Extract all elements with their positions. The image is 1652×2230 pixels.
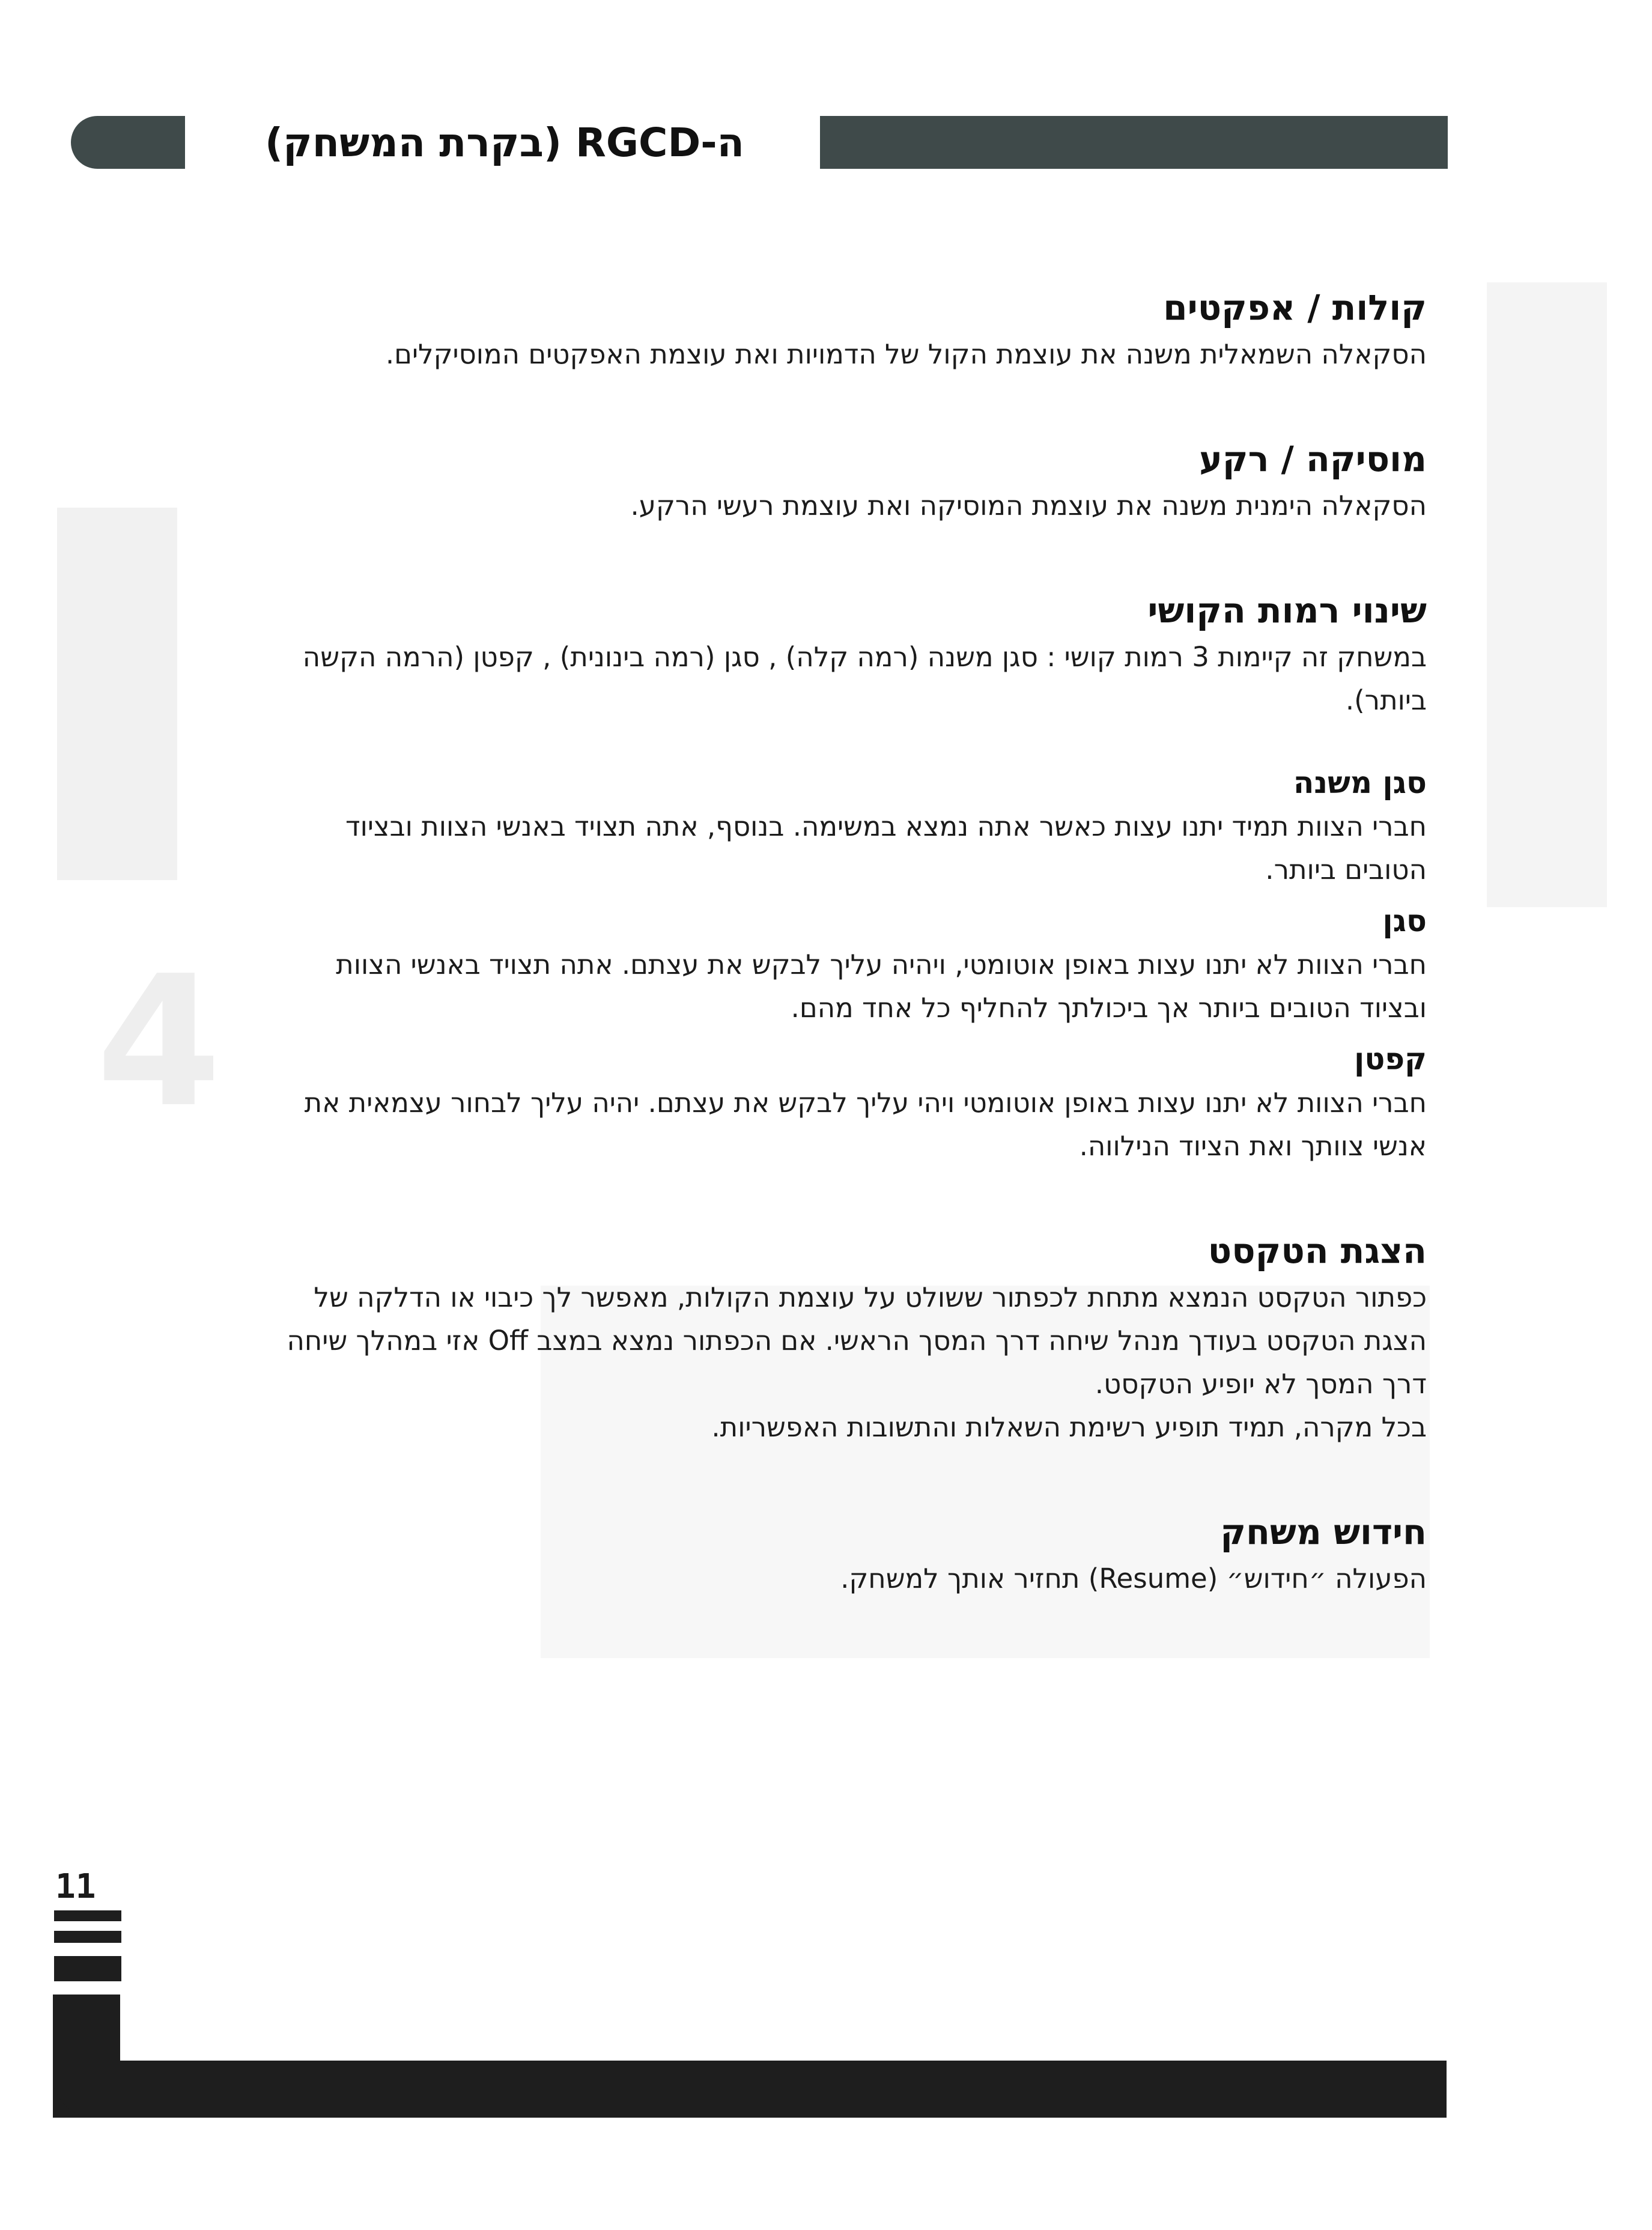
- subsection-heading: סגן: [1382, 904, 1427, 938]
- subsection-heading: סגן משנה: [1293, 765, 1427, 800]
- bleed-through-block-right: [1487, 282, 1607, 907]
- subsection-heading: קפטן: [1354, 1042, 1427, 1077]
- section-heading: מוסיקה / רקע: [1199, 439, 1427, 479]
- section-body: חברי הצוות לא יתנו עצות באופן אוטומטי, ויהיה עליך לבקש את עצתם. אתה תצויד באנשי הצוות ובציוד הטובים ביותר אך ביכולתך להחליף כל אחד מהם.: [336, 949, 1427, 1024]
- section-body: חברי הצוות תמיד יתנו עצות כאשר אתה נמצא במשימה. בנוסף, אתה תצויד באנשי הצוות ובציוד הטובים ביותר.: [345, 810, 1427, 886]
- section-body: הסקאלה השמאלית משנה את עוצמת הקול של הדמויות ואת עוצמת האפקטים המוסיקלים.: [385, 338, 1427, 370]
- section-body: חברי הצוות לא יתנו עצות באופן אוטומטי ויהי עליך לבקש את עצתם. יהיה עליך לבחור עצמאית את אנשי צוותך ואת הציוד הנילווה.: [304, 1087, 1427, 1162]
- section-voices-effects: [282, 282, 1427, 376]
- section-difficulty-levels: [282, 585, 1427, 722]
- header-bar-left: [71, 116, 185, 169]
- section-heading: קולות / אפקטים: [1163, 287, 1427, 328]
- header-bar-right: [820, 116, 1448, 169]
- section-text-display: [282, 1226, 1427, 1449]
- page-number: 11: [55, 1867, 96, 1906]
- section-body: כפתור הטקסט הנמצא מתחת לכפתור ששולט על עוצמת הקולות, מאפשר לך כיבוי או הדלקה של הצגת הטקסט בעודך מנהל שיחה דרך המסך הראשי. אם הכפתור נמצא במצב Off אזי במהלך שיחה דרך המסך לא יופיע הטקסט.: [287, 1281, 1427, 1400]
- section-heading: שינוי רמות הקושי: [1147, 590, 1427, 631]
- section-music-background: [282, 434, 1427, 527]
- section-sub-lieutenant: [282, 761, 1427, 892]
- section-body: הפעולה ״חידוש״ (Resume) תחזיר אותך למשחק.: [840, 1563, 1427, 1594]
- section-captain: [282, 1037, 1427, 1168]
- footer-stripe: [54, 1931, 121, 1943]
- bleed-through-digit: 4: [96, 937, 222, 1147]
- section-body: הסקאלה הימנית משנה את עוצמת המוסיקה ואת עוצמת רעשי הרקע.: [630, 490, 1427, 521]
- section-lieutenant: [282, 899, 1427, 1030]
- footer-bracket-horizontal: [53, 2061, 1447, 2118]
- section-body: במשחק זה קיימות 3 רמות קושי : סגן משנה (רמה קלה) , סגן (רמה בינונית) , קפטן (הרמה הקשה ביותר).: [302, 641, 1427, 716]
- main-content: [282, 282, 1427, 1600]
- section-resume-game: [282, 1507, 1427, 1600]
- section-heading: חידוש משחק: [1220, 1511, 1427, 1552]
- page-title: ה-RGCD (בקרת המשחק): [264, 120, 744, 166]
- section-heading: הצגת הטקסט: [1207, 1230, 1427, 1271]
- section-body-note: בכל מקרה, תמיד תופיע רשימת השאלות והתשובות האפשריות.: [711, 1411, 1427, 1443]
- bleed-through-block-left: [57, 508, 177, 880]
- footer-stripe: [54, 1910, 121, 1921]
- footer-stripe: [54, 1956, 121, 1981]
